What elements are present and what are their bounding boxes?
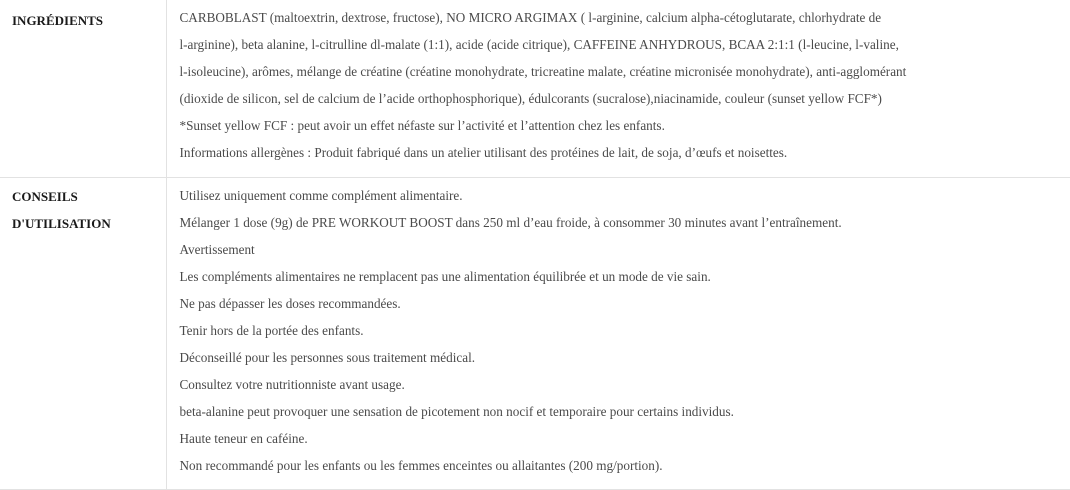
text-line: Informations allergènes : Produit fabriqué dans un atelier utilisant des protéines de lait, de soja, d’œufs et noisettes. — [179, 145, 788, 160]
row-label-usage-line1: CONSEILS — [12, 189, 78, 204]
text-line: (dioxide de silicon, sel de calcium de l’acide orthophosphorique), édulcorants (sucralose),niacinamide, couleur (sunset yellow FCF*) — [179, 91, 882, 106]
text-line: CARBOBLAST (maltoextrin, dextrose, fructose), NO MICRO ARGIMAX ( l-arginine, calcium alpha-cétoglutarate, chlorhydrate de — [179, 10, 882, 25]
row-content-ingredients — [166, 0, 1070, 178]
row-header-ingredients — [0, 0, 166, 178]
text-line: Non recommandé pour les enfants ou les femmes enceintes ou allaitantes (200 mg/portion). — [179, 458, 663, 473]
text-line: Avertissement — [179, 242, 255, 257]
text-line: Utilisez uniquement comme complément alimentaire. — [179, 188, 463, 203]
text-line: Haute teneur en caféine. — [179, 431, 308, 446]
row-label-ingredients: INGRÉDIENTS — [12, 13, 104, 28]
table-row-ingredients — [0, 0, 1070, 178]
text-line: l-isoleucine), arômes, mélange de créatine (créatine monohydrate, tricreatine malate, créatine micronisée monohydrate), anti-agglomérant — [179, 64, 907, 79]
text-line: Déconseillé pour les personnes sous traitement médical. — [179, 350, 476, 365]
text-line: Mélanger 1 dose (9g) de PRE WORKOUT BOOST dans 250 ml d’eau froide, à consommer 30 minutes avant l’entraînement. — [179, 215, 842, 230]
text-line: l-arginine), beta alanine, l-citrulline dl-malate (1:1), acide (acide citrique), CAFFEINE ANHYDROUS, BCAA 2:1:1 (l-leucine, l-valine, — [179, 37, 899, 52]
row-header-usage — [0, 178, 166, 490]
text-line: Consultez votre nutritionniste avant usage. — [179, 377, 405, 392]
row-label-usage-line2: D'UTILISATION — [12, 216, 111, 231]
text-line: beta-alanine peut provoquer une sensation de picotement non nocif et temporaire pour certains individus. — [179, 404, 734, 419]
table-row-usage — [0, 178, 1070, 490]
text-line: Tenir hors de la portée des enfants. — [179, 323, 364, 338]
row-content-usage — [166, 178, 1070, 490]
text-line: Ne pas dépasser les doses recommandées. — [179, 296, 401, 311]
text-line: *Sunset yellow FCF : peut avoir un effet néfaste sur l’activité et l’attention chez les enfants. — [179, 118, 665, 133]
text-line: Les compléments alimentaires ne remplacent pas une alimentation équilibrée et un mode de vie sain. — [179, 269, 711, 284]
